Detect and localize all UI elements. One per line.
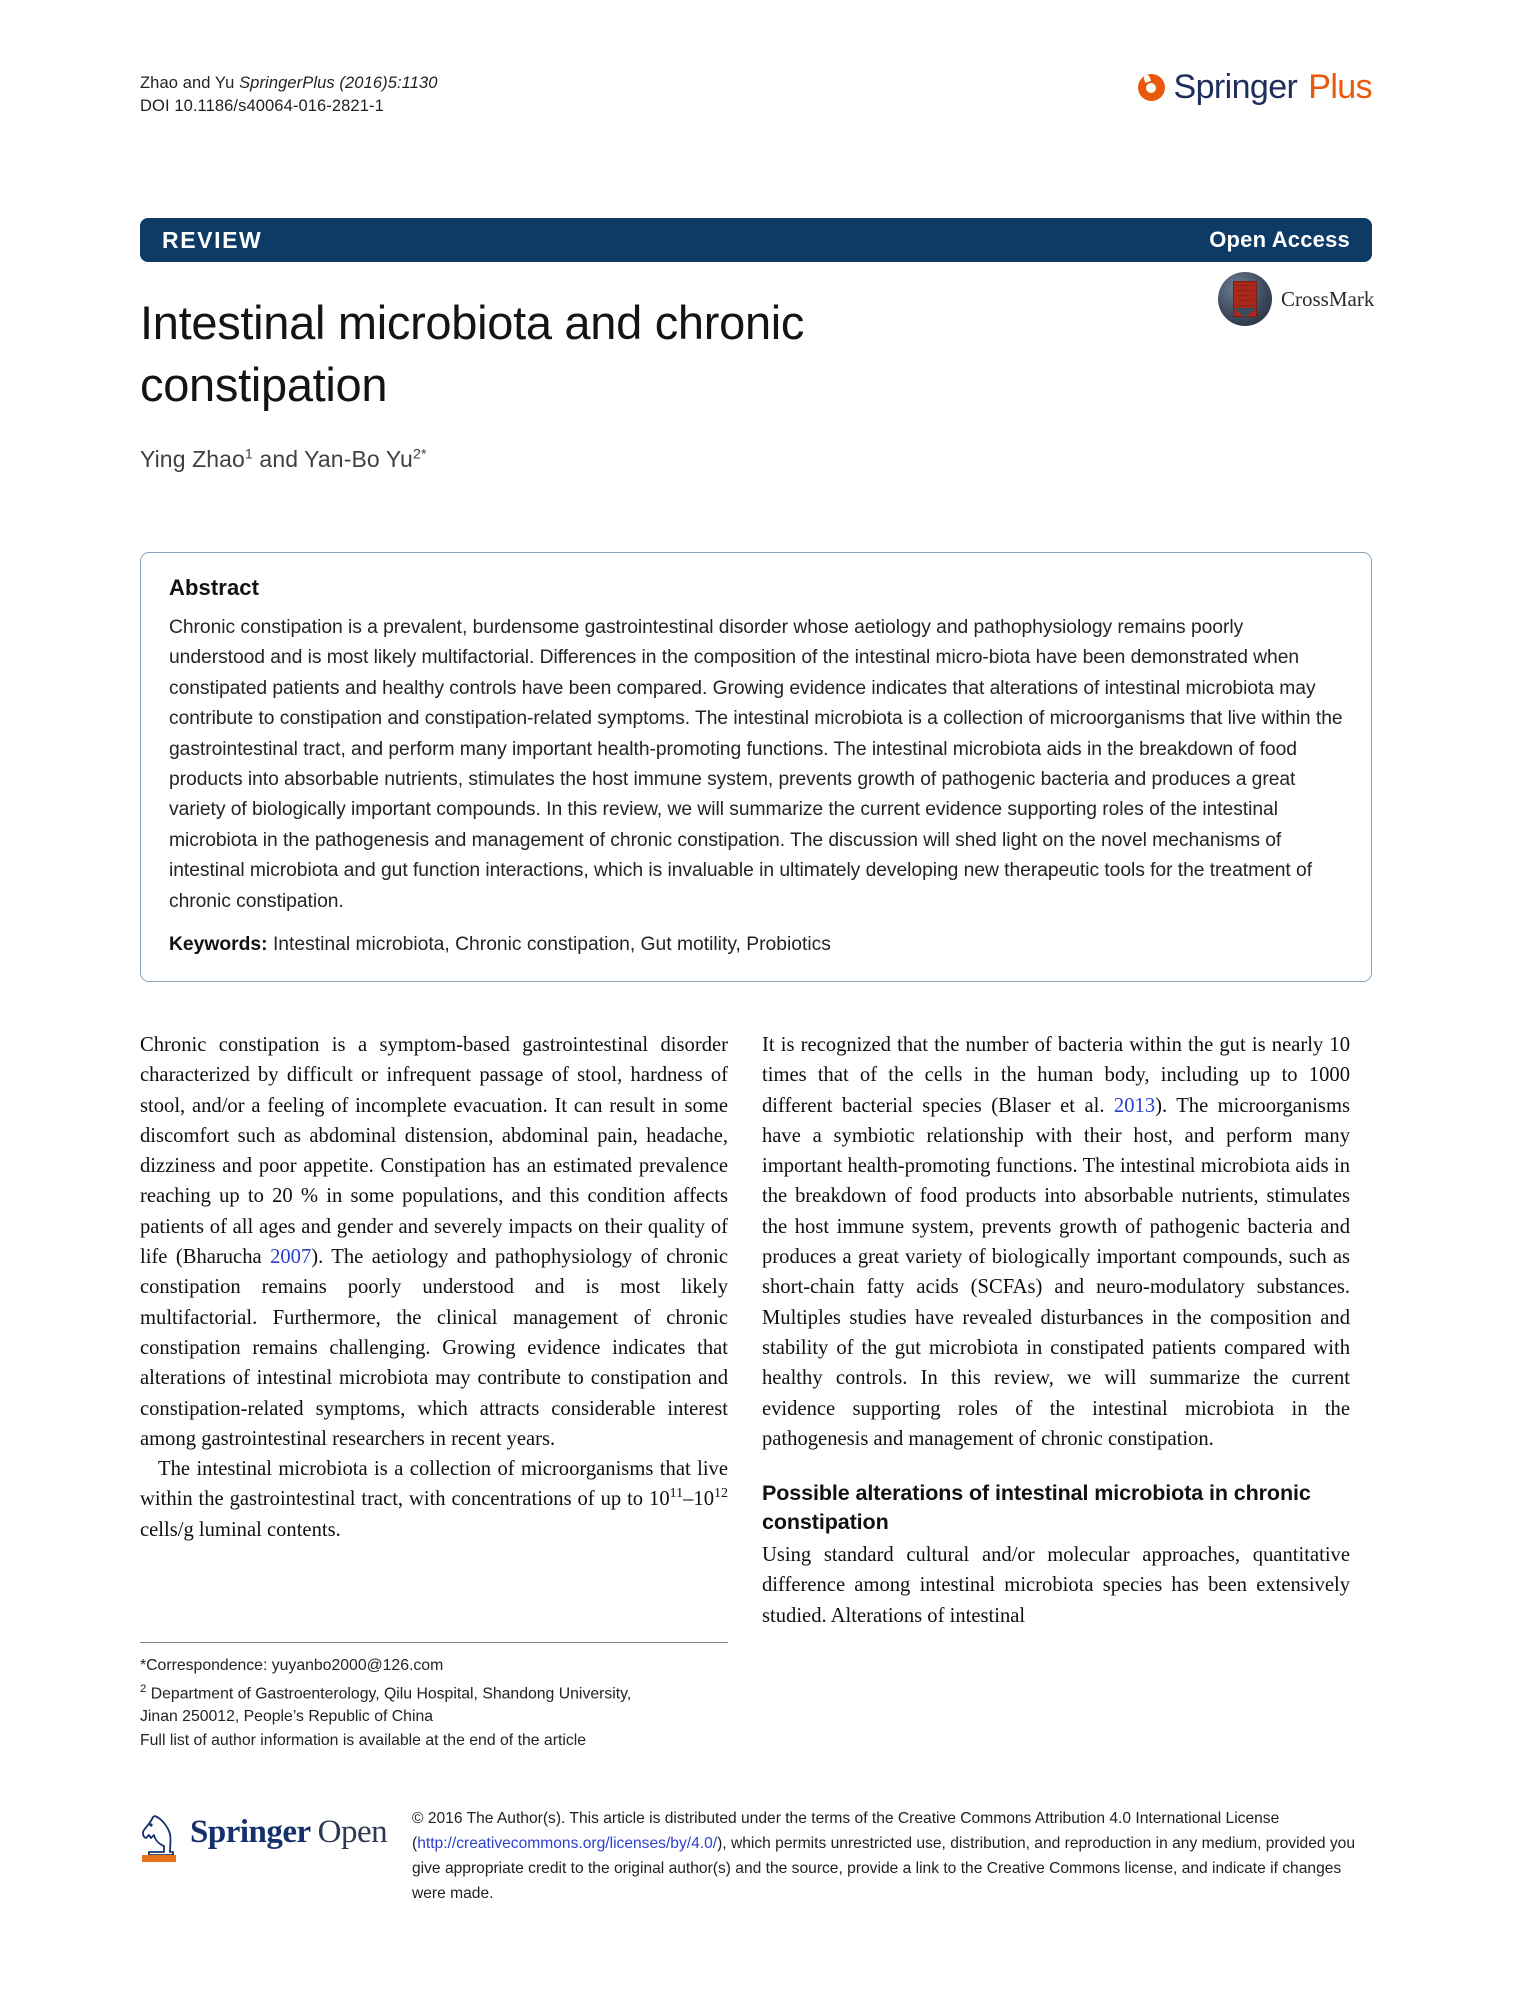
author-two-affil-marker: 2*: [412, 446, 427, 463]
author-list: [140, 446, 427, 473]
affiliation-text: Department of Gastroenterology, Qilu Hospital, Shandong University,: [146, 1684, 632, 1702]
doi-line: DOI 10.1186/s40064-016-2821-1: [140, 97, 384, 115]
para-text-b: ). The aetiology and pathophysiology of chronic constipation remains poorly understood and is most likely multifactorial. Furthermore, the clinical management of chronic constipation remains challenging. Growing evidence indicates that alterations of intestinal microbiota may contribute to constipation and constipation-related symptoms, which attracts considerable interest among gastrointestinal researchers in recent years.: [140, 1246, 728, 1450]
license-text: [412, 1800, 1372, 1906]
springeropen-knight-icon: [140, 1814, 180, 1862]
masthead: [140, 68, 1372, 132]
correspondence-email[interactable]: yuyanbo2000@126.com: [271, 1657, 444, 1674]
springerplus-circle-icon: [1138, 74, 1165, 101]
springerplus-logo-springer: Springer: [1173, 68, 1298, 106]
author-info-note: Full list of author information is available at the end of the article: [140, 1731, 587, 1749]
correspondence-line: [140, 1654, 740, 1678]
springeropen-wordmark: [190, 1814, 387, 1851]
page-title: Intestinal microbiota and chronic constipation: [140, 296, 805, 411]
body-column-right: [762, 1030, 1350, 1780]
footnote-divider: [140, 1642, 728, 1643]
keywords-label: Keywords:: [169, 934, 268, 956]
range-dash: –10: [683, 1488, 714, 1511]
crossmark-badge-icon: [1218, 272, 1272, 326]
springeropen-logo-open: Open: [317, 1814, 388, 1850]
crossmark-label: CrossMark: [1281, 286, 1375, 311]
article-type-banner: [140, 218, 1372, 262]
citation-link-blaser-2013[interactable]: 2013: [1113, 1094, 1156, 1117]
affiliation-line-2: Jinan 250012, People’s Republic of China: [140, 1708, 434, 1726]
springeropen-accent-bar: [142, 1855, 176, 1862]
springeropen-logo[interactable]: [140, 1800, 412, 1906]
para-text-b: ). The microorganisms have a symbiotic relationship with their host, and perform many important health-promoting functions. The intestinal microbiota aids in the breakdown of food products into absorbable nutrients, stimulates the host immune system, prevents growth of pathogenic bacteria and produces a great variety of biologically important compounds, such as short-chain fatty acids (SCFAs) and neuro-modulatory substances. Multiples studies have revealed disturbances in the composition and stability of the gut microbiota in constipated patients compared with healthy controls. In this review, we will summarize the current evidence supporting roles of the intestinal microbiota in the pathogenesis and management of chronic constipation.: [762, 1094, 1350, 1450]
para-text-a: It is recognized that the number of bacteria within the gut is nearly 10 times that of the cells in the human body, including up to 1000 different bacterial species (Blaser et al.: [762, 1034, 1350, 1117]
correspondence-block: [140, 1654, 740, 1752]
crossmark-book-lines: [1237, 285, 1255, 309]
keywords-values: Intestinal microbiota, Chronic constipation, Gut motility, Probiotics: [272, 934, 831, 956]
license-url-link[interactable]: http://creativecommons.org/licenses/by/4.0/: [417, 1835, 718, 1852]
author-conjunction: and Yan-Bo Yu: [252, 446, 413, 472]
license-text-b: ), which permits unrestricted use, distribution, and reproduction in any medium, provided you give appropriate credit to the original author(s) and the source, provide a link to the Creative Commons license, and indicate if changes were made.: [412, 1835, 1356, 1902]
paragraph: Using standard cultural and/or molecular approaches, quantitative difference among intestinal microbiota species has been extensively studied. Alterations of intestinal: [762, 1544, 1350, 1627]
exponent-12: 12: [714, 1486, 728, 1502]
exponent-11: 11: [669, 1486, 684, 1502]
body-column-left: [140, 1030, 728, 1615]
para-text-a: The intestinal microbiota is a collection of microorganisms that live within the gastrointestinal tract, with concentrations of up to 10: [140, 1458, 728, 1511]
crossmark-book-shape: [1233, 281, 1257, 317]
license-text-a: © 2016 The Author(s). This article is distributed under the terms of the Creative Commons Attribution 4.0 International License (: [412, 1810, 1280, 1852]
abstract-box: [140, 552, 1372, 982]
article-type-label: REVIEW: [162, 226, 263, 253]
citation-link-bharucha-2007[interactable]: 2007: [270, 1246, 312, 1269]
springerplus-logo-plus: Plus: [1308, 68, 1372, 106]
abstract-heading: Abstract: [169, 575, 260, 600]
citation-journal-volume: SpringerPlus (2016)5:1130: [239, 74, 438, 92]
section-heading: Possible alterations of intestinal microbiota in chronic constipation: [762, 1481, 1311, 1535]
paragraph: [140, 1454, 728, 1545]
affiliation-marker: 2: [140, 1682, 147, 1695]
springeropen-logo-springer: Springer: [190, 1814, 311, 1850]
citation-authors: Zhao and Yu: [140, 74, 240, 92]
footer: [140, 1800, 1372, 1906]
author-one-affil-marker: 1: [244, 446, 253, 463]
crossmark-badge[interactable]: [1218, 272, 1374, 326]
abstract-text: Chronic constipation is a prevalent, burdensome gastrointestinal disorder whose aetiology and pathophysiology remains poorly understood and is most likely multifactorial. Differences in the composition of the intestinal micro-biota have been demonstrated when constipated patients and healthy controls have been compared. Growing evidence indicates that alterations of intestinal microbiota may contribute to constipation and constipation-related symptoms. The intestinal microbiota is a collection of microorganisms that live within the gastrointestinal tract, and perform many important health-promoting functions. The intestinal microbiota aids in the breakdown of food products into absorbable nutrients, stimulates the host immune system, prevents growth of pathogenic bacteria and produces a great variety of biologically important compounds. In this review, we will summarize the current evidence supporting roles of the intestinal microbiota in the pathogenesis and management of chronic constipation. The discussion will shed light on the novel mechanisms of intestinal microbiota and gut function interactions, which is invaluable in ultimately developing new therapeutic tools for the treatment of chronic constipation.: [169, 617, 1343, 912]
author-one: Ying Zhao: [140, 446, 245, 472]
keywords-line: [169, 931, 1343, 959]
para-text-a: Chronic constipation is a symptom-based gastrointestinal disorder characterized by difficult or infrequent passage of stool, hardness of stool, and/or a feeling of incomplete evacuation. It can result in some discomfort such as abdominal distension, abdominal pain, headache, dizziness and poor appetite. Constipation has an estimated prevalence reaching up to 20 % in some populations, and this condition affects patients of all ages and gender and severely impacts on their quality of life (Bharucha: [140, 1034, 728, 1269]
paragraph: [762, 1030, 1350, 1454]
para-text-b: cells/g luminal contents.: [140, 1518, 341, 1541]
affiliation-line: [140, 1678, 740, 1706]
springerplus-logo[interactable]: [1138, 68, 1372, 107]
paragraph: [140, 1030, 728, 1454]
correspondence-label: *Correspondence:: [140, 1657, 268, 1674]
open-access-label: Open Access: [1209, 227, 1350, 252]
